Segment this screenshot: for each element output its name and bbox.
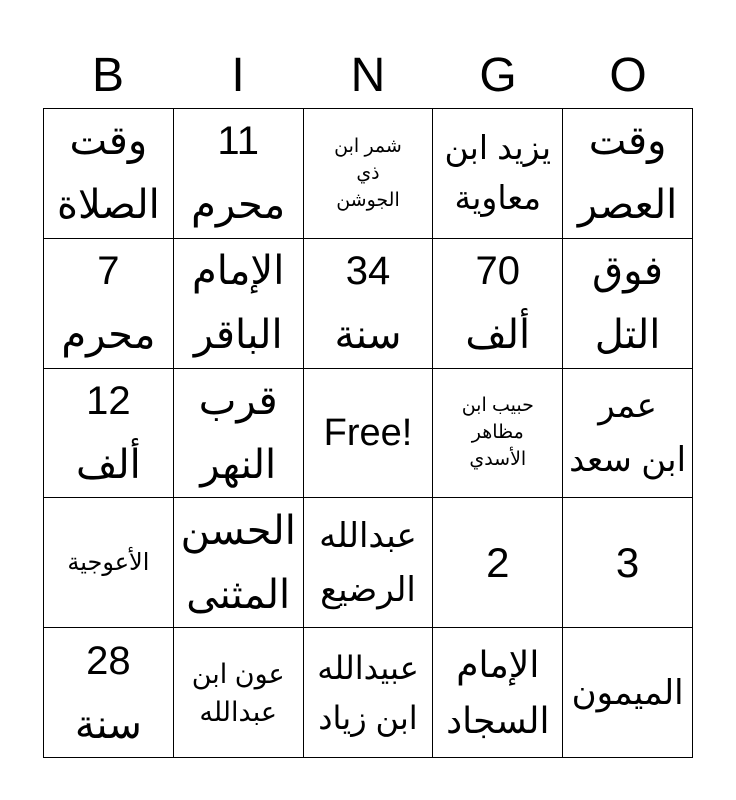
bingo-cell-r2c5[interactable] — [563, 239, 693, 369]
cell-text: 12 ألف — [76, 379, 141, 487]
cell-text: الإمام السجاد — [446, 643, 550, 741]
bingo-board — [43, 108, 693, 758]
bingo-cell-r1c4[interactable] — [433, 109, 563, 239]
bingo-cell-r1c3[interactable] — [304, 109, 434, 239]
free-space-text: Free! — [323, 411, 413, 454]
cell-text: حبيب ابن مظاهر الأسدي — [461, 395, 534, 471]
cell-text: الحسن المثنى — [180, 508, 296, 617]
cell-text: 34 سنة — [334, 249, 402, 358]
bingo-cell-r3c4[interactable] — [433, 369, 563, 499]
header-letter-n: N — [350, 49, 386, 102]
cell-text: عون ابن عبدالله — [191, 658, 285, 727]
cell-text: عبيدالله ابن زياد — [317, 649, 419, 736]
cell-text: وقت الصلاة — [56, 119, 160, 228]
bingo-cell-r2c4[interactable] — [433, 239, 563, 369]
cell-text: وقت العصر — [577, 119, 678, 228]
cell-text: 2 — [486, 538, 510, 586]
cell-text: الإمام الباقر — [192, 249, 285, 358]
bingo-header — [43, 48, 693, 108]
bingo-cell-r1c2[interactable] — [174, 109, 304, 239]
cell-text: 28 سنة — [74, 638, 142, 747]
bingo-cell-r2c2[interactable] — [174, 239, 304, 369]
bingo-cell-r4c1[interactable] — [44, 498, 174, 628]
header-letter-g: G — [479, 49, 517, 102]
cell-text: عبدالله الرضيع — [319, 516, 417, 609]
cell-text: 3 — [615, 538, 640, 586]
bingo-cell-r5c2[interactable] — [174, 628, 304, 758]
bingo-cell-free[interactable] — [304, 369, 434, 499]
cell-text: قرب النهر — [198, 379, 278, 487]
bingo-cell-r3c2[interactable] — [174, 369, 304, 499]
bingo-cell-r1c1[interactable] — [44, 109, 174, 239]
bingo-cell-r5c4[interactable] — [433, 628, 563, 758]
bingo-cell-r2c1[interactable] — [44, 239, 174, 369]
header-letter-b: B — [91, 49, 124, 102]
header-letter-o: O — [609, 49, 647, 102]
cell-text: شمر ابن ذي الجوشن — [334, 135, 402, 211]
bingo-cell-r4c4[interactable] — [433, 498, 563, 628]
bingo-cell-r3c1[interactable] — [44, 369, 174, 499]
cell-text: الأعوجية — [67, 549, 150, 577]
header-letter-i: I — [231, 49, 245, 102]
cell-text: عمر ابن سعد — [569, 386, 687, 479]
bingo-cell-r5c3[interactable] — [304, 628, 434, 758]
cell-text: 70 ألف — [465, 249, 531, 358]
bingo-cell-r5c5[interactable] — [563, 628, 693, 758]
bingo-cell-r4c2[interactable] — [174, 498, 304, 628]
bingo-cell-r1c5[interactable] — [563, 109, 693, 239]
bingo-cell-r2c3[interactable] — [304, 239, 434, 369]
bingo-cell-r3c5[interactable] — [563, 369, 693, 499]
cell-text: 11 محرم — [191, 119, 286, 228]
bingo-cell-r4c5[interactable] — [563, 498, 693, 628]
cell-text: يزيد ابن معاوية — [444, 129, 552, 217]
cell-text: الميمون — [571, 673, 684, 712]
bingo-cell-r4c3[interactable] — [304, 498, 434, 628]
bingo-cell-r5c1[interactable] — [44, 628, 174, 758]
cell-text: فوق التل — [592, 249, 663, 358]
cell-text: 7 محرم — [61, 249, 156, 358]
